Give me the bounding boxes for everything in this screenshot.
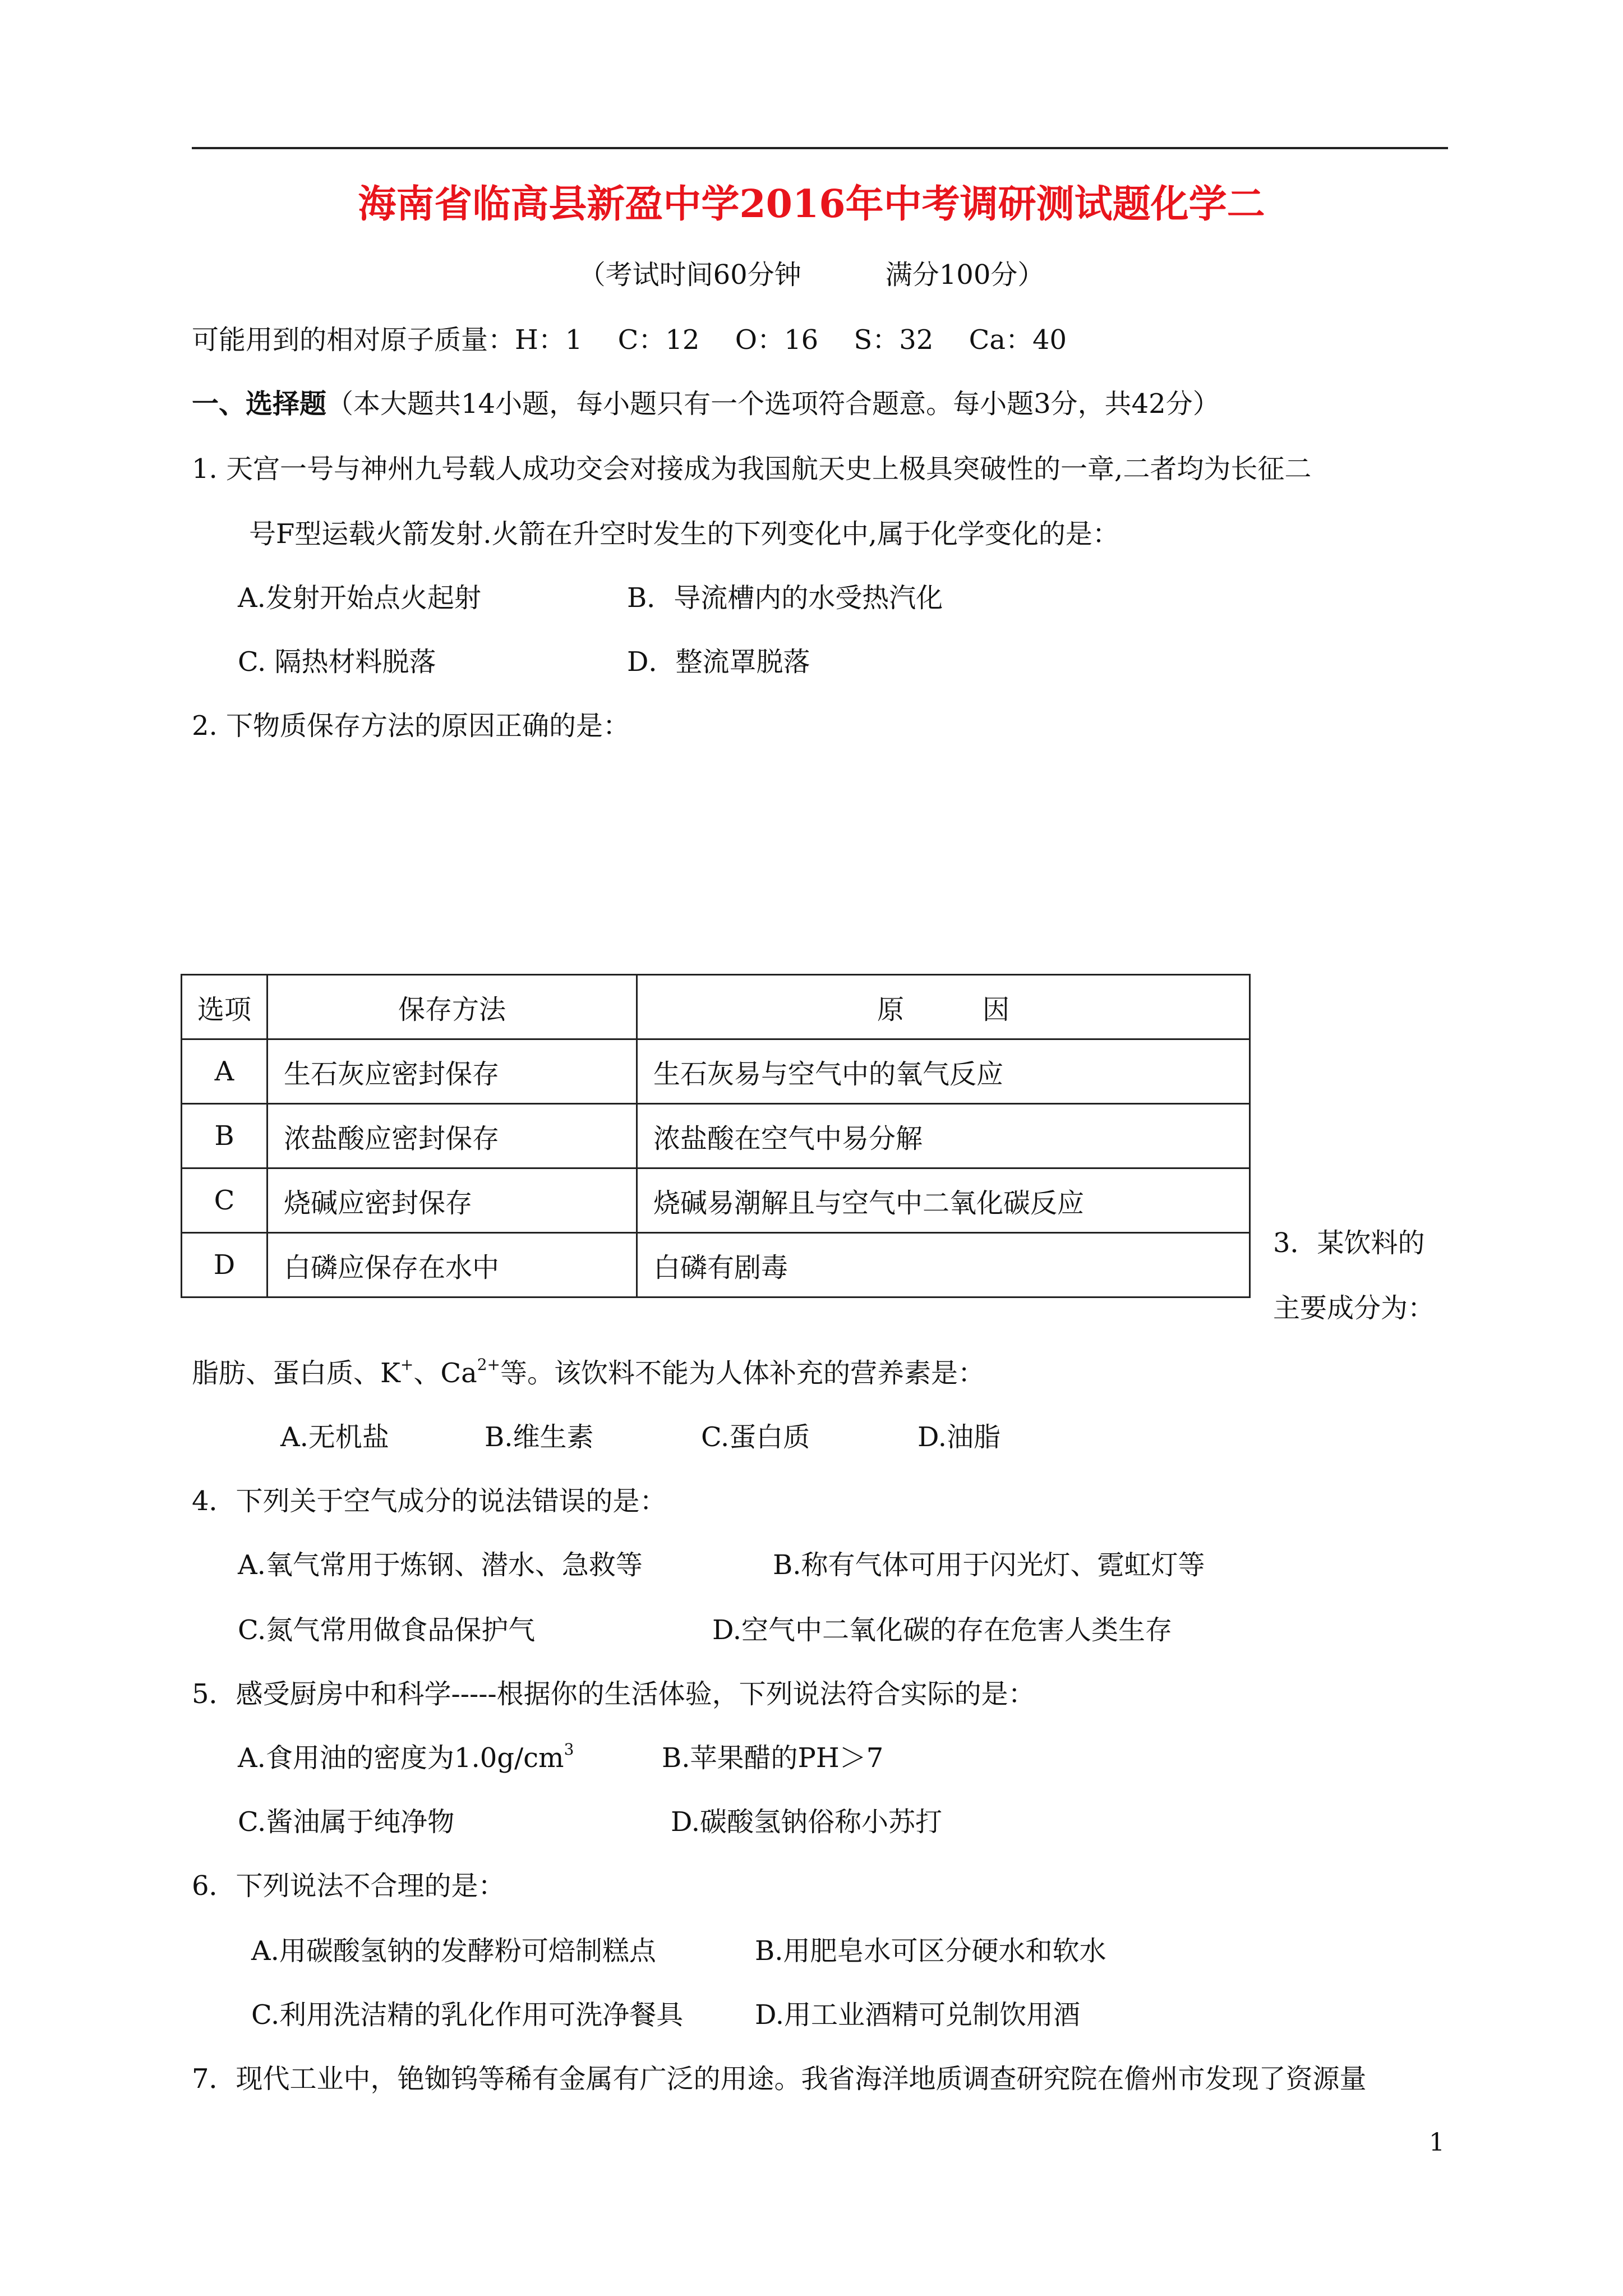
- q1-option-c: C. 隔热材料脱落: [238, 646, 436, 678]
- q5-option-d: D.碳酸氢钠俗称小苏打: [671, 1806, 943, 1838]
- exam-title: 海南省临高县新盈中学2016年中考调研测试题化学二: [358, 182, 1265, 227]
- q5-option-a: A.食用油的密度为$1.0g/cm^3$: [238, 1740, 574, 1774]
- q2-stem: 2. 下物质保存方法的原因正确的是：: [192, 710, 630, 742]
- atomic-masses: 可能用到的相对原子质量：H：1 C：12 O：16 S：32 Ca：40: [192, 324, 1067, 356]
- q3-option-b: B.维生素: [485, 1421, 594, 1453]
- page-number: 1: [1429, 2128, 1445, 2157]
- storage-table: [181, 974, 1251, 1298]
- exam-subtitle: [0, 258, 1623, 292]
- row-option: D: [182, 1233, 268, 1297]
- header-reason: 原 因: [637, 975, 1250, 1039]
- header-method: 保存方法: [268, 975, 637, 1039]
- q3-stem-line: 脂肪、蛋白质、K+、$Ca^{2+}$等。该饮料不能为人体补充的营养素是：: [192, 1355, 985, 1389]
- q5-option-c: C.酱油属于纯净物: [238, 1806, 455, 1838]
- row-method: 浓盐酸应密封保存: [268, 1104, 637, 1168]
- row-option: A: [182, 1039, 268, 1104]
- q3-stem-side1: 3．某饮料的: [1273, 1227, 1425, 1259]
- section-heading: [192, 387, 1220, 421]
- q1-stem-line1: 1. 天宫一号与神州九号载人成功交会对接成为我国航天史上极具突破性的一章,二者均为长征二: [192, 453, 1312, 485]
- q6-option-d: D.用工业酒精可兑制饮用酒: [755, 1999, 1081, 2031]
- q4-option-b: B.称有气体可用于闪光灯、霓虹灯等: [773, 1549, 1205, 1581]
- section-note: （本大题共14小题，每小题只有一个选项符合题意。每小题3分，共42分）: [326, 388, 1220, 420]
- q1-option-b: B．导流槽内的水受热汽化: [627, 582, 943, 614]
- row-option: C: [182, 1168, 268, 1233]
- table-header-row: [182, 975, 1250, 1039]
- row-method: 生石灰应密封保存: [268, 1039, 637, 1104]
- q3-option-a: A.无机盐: [280, 1421, 389, 1453]
- q3-stem-side2: 主要成分为：: [1273, 1292, 1435, 1324]
- row-method: 白磷应保存在水中: [268, 1233, 637, 1297]
- q1-option-a: A.发射开始点火起射: [238, 582, 481, 614]
- q4-option-c: C.氮气常用做食品保护气: [238, 1614, 536, 1646]
- row-method: 烧碱应密封保存: [268, 1168, 637, 1233]
- q4-option-a: A.氧气常用于炼钢、潜水、急救等: [238, 1549, 643, 1581]
- row-reason: 烧碱易潮解且与空气中二氧化碳反应: [637, 1168, 1250, 1233]
- q3-option-c: C.蛋白质: [701, 1421, 810, 1453]
- section-title: 一、选择题: [192, 388, 327, 420]
- exam-score: 满分100分）: [885, 259, 1045, 291]
- row-reason: 生石灰易与空气中的氧气反应: [637, 1039, 1250, 1104]
- exam-time: （考试时间60分钟: [578, 259, 801, 291]
- row-reason: 白磷有剧毒: [637, 1233, 1250, 1297]
- q3-option-d: D.油脂: [917, 1421, 1001, 1453]
- header-option: 选项: [182, 975, 268, 1039]
- q6-option-c: C.利用洗洁精的乳化作用可洗净餐具: [251, 1999, 684, 2031]
- header-rule: [192, 147, 1448, 149]
- q5-option-b: B.苹果醋的PH＞7: [662, 1742, 884, 1774]
- q1-option-d: D．整流罩脱落: [627, 646, 810, 678]
- q4-stem: 4．下列关于空气成分的说法错误的是：: [192, 1485, 667, 1517]
- row-option: B: [182, 1104, 268, 1168]
- table-row: [182, 1104, 1250, 1168]
- table-row: [182, 1039, 1250, 1104]
- q6-option-a: A.用碳酸氢钠的发酵粉可焙制糕点: [251, 1935, 656, 1967]
- q6-stem: 6．下列说法不合理的是：: [192, 1870, 505, 1902]
- q1-stem-line2: 号F型运载火箭发射.火箭在升空时发生的下列变化中,属于化学变化的是：: [249, 518, 1119, 550]
- row-reason: 浓盐酸在空气中易分解: [637, 1104, 1250, 1168]
- table-row: [182, 1233, 1250, 1297]
- q7-stem-line1: 7．现代工业中，铯铷钨等稀有金属有广泛的用途。我省海洋地质调查研究院在儋州市发现了资源量: [192, 2063, 1367, 2095]
- q5-stem: 5．感受厨房中和科学-----根据你的生活体验，下列说法符合实际的是：: [192, 1678, 1035, 1710]
- q6-option-b: B.用肥皂水可区分硬水和软水: [755, 1935, 1106, 1967]
- q4-option-d: D.空气中二氧化碳的存在危害人类生存: [712, 1614, 1173, 1646]
- table-row: [182, 1168, 1250, 1233]
